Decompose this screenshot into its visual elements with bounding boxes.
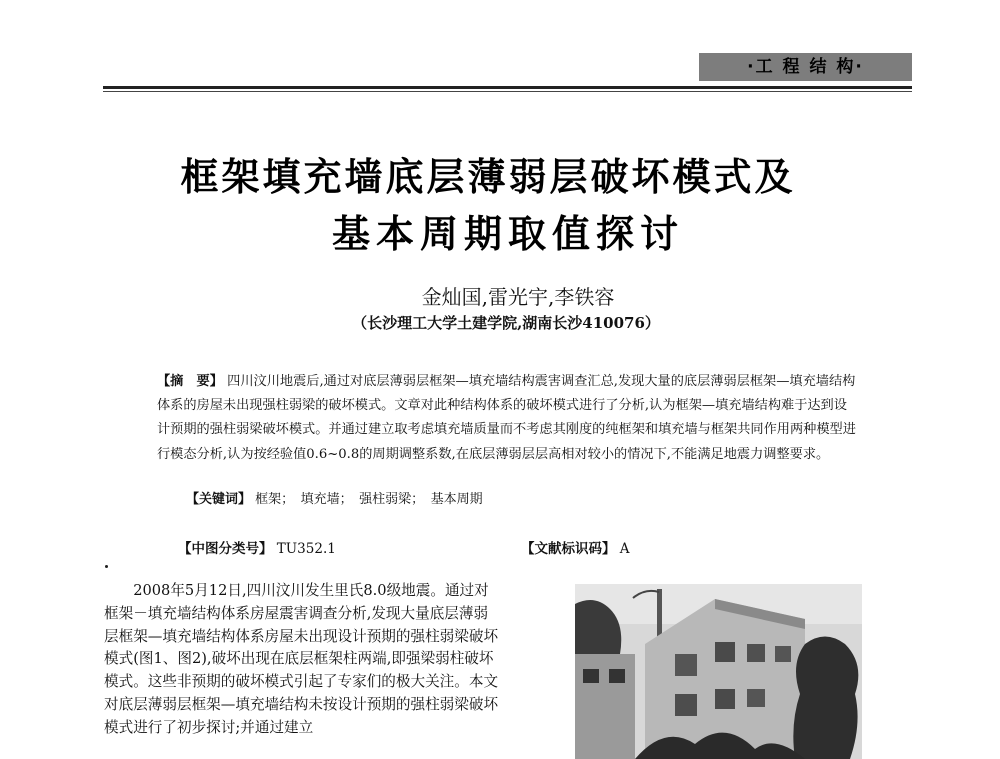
classification-value: TU352.1: [276, 541, 336, 557]
document-code: [521, 537, 630, 557]
document-code-value: A: [619, 541, 630, 557]
damaged-building-photo: [575, 584, 862, 759]
section-tag: ·工 程 结 构·: [699, 53, 912, 81]
keywords-label: 【关键词】: [186, 492, 252, 507]
header-rule-thick: [103, 86, 912, 89]
affiliation: （长沙理工大学土建学院,湖南长沙410076）: [352, 314, 660, 332]
abstract: [157, 370, 857, 467]
abstract-label: 【摘 要】: [157, 374, 223, 389]
keywords: [186, 488, 483, 507]
abstract-text: 四川汶川地震后,通过对底层薄弱层框架—填充墙结构震害调查汇总,发现大量的底层薄弱层框架—填充墙结构体系的房屋未出现强柱弱梁的破坏模式。文章对此种结构体系的破坏模式进行了分析,认为框架—填充墙结构难于达到设计预期的强柱弱梁破坏模式。并通过建立取考虑填充墙质量而不考虑其刚度的纯框架和填充墙与框架共同作用两种模型进行模态分析,认为按经验值0.6~0.8的周期调整系数,在底层薄弱层层高相对较小的情况下,不能满足地震力调整要求。: [157, 374, 856, 462]
document-code-label: 【文献标识码】: [521, 541, 616, 557]
classification-label: 【中图分类号】: [178, 541, 273, 557]
margin-dot: [105, 565, 108, 568]
body-paragraph: 2008年5月12日,四川汶川发生里氏8.0级地震。通过对框架－填充墙结构体系房屋震害调查分析,发现大量底层薄弱层框架—填充墙结构体系房屋未出现设计预期的强柱弱梁破坏模式(图1、图2),破坏出现在底层框架柱两端,即强梁弱柱破坏模式。这些非预期的破坏模式引起了专家们的极大关注。本文对底层薄弱层框架—填充墙结构未按设计预期的强柱弱梁破坏模式进行了初步探讨;并通过建立: [104, 582, 499, 736]
authors: 金灿国,雷光宇,李铁容: [421, 285, 615, 309]
paper-title-line2: 基本周期取值探讨: [331, 212, 684, 256]
classification-number: [178, 537, 336, 557]
header-rule-thin: [103, 91, 912, 92]
paper-title-line1: 框架填充墙底层薄弱层破坏模式及: [180, 155, 796, 199]
keywords-text: 框架； 填充墙； 强柱弱梁； 基本周期: [255, 492, 483, 507]
